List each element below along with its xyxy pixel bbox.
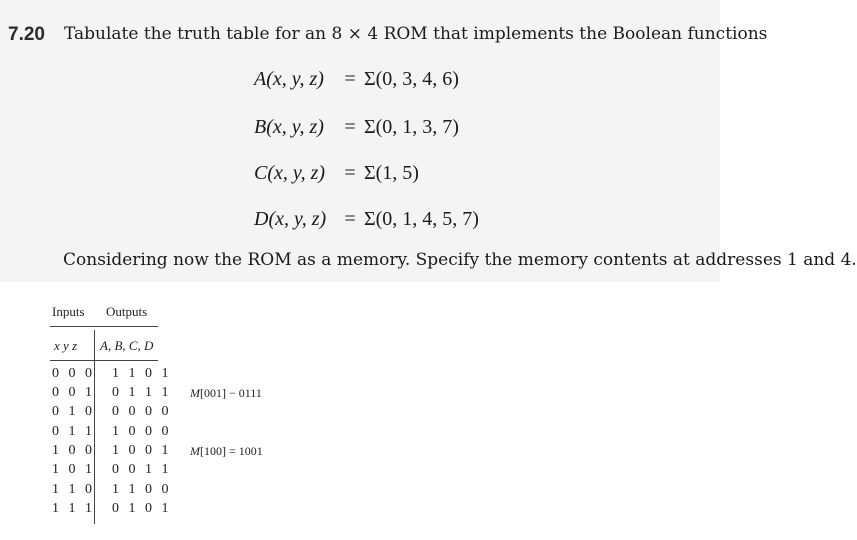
output-cell: 1 0 0 0 (112, 424, 172, 439)
equation-rhs: Σ(0, 1, 3, 7) (364, 116, 459, 138)
equation-b (254, 116, 459, 139)
equation-rhs: Σ(1, 5) (364, 162, 419, 184)
input-cell: 0 0 1 (52, 385, 95, 400)
subheader-rule (50, 360, 158, 361)
input-cell: 0 1 1 (52, 424, 95, 439)
input-cell: 1 0 1 (52, 462, 95, 477)
output-cell: 0 1 0 1 (112, 501, 172, 516)
equation-d (254, 208, 479, 231)
input-cell: 1 0 0 (52, 443, 95, 458)
memory-address: [001] (200, 386, 226, 400)
output-cell: 1 1 0 0 (112, 482, 172, 497)
input-cell: 0 1 0 (52, 404, 95, 419)
memory-sign: − (229, 386, 236, 400)
equation-sign: = (344, 208, 356, 230)
memory-label: M (190, 444, 200, 458)
output-cell: 1 0 0 1 (112, 443, 172, 458)
header-rule (50, 326, 158, 327)
problem-number: 7.20 (8, 24, 45, 45)
equation-rhs: Σ(0, 1, 4, 5, 7) (364, 208, 479, 230)
problem-statement: Tabulate the truth table for an 8 × 4 ROM that implements the Boolean functions (64, 24, 768, 44)
input-cell: 0 0 0 (52, 366, 95, 381)
output-cell: 0 0 1 1 (112, 462, 172, 477)
equation-lhs: C(x, y, z) (254, 162, 326, 184)
subheader-outputs: A, B, C, D (100, 338, 154, 353)
memory-value: 0111 (238, 386, 262, 400)
memory-note-address-4 (190, 444, 263, 459)
equation-lhs: D(x, y, z) (254, 208, 327, 230)
header-inputs: Inputs (52, 304, 85, 319)
output-cell: 0 1 1 1 (112, 385, 172, 400)
memory-note-address-1 (190, 386, 262, 401)
equation-sign: = (344, 116, 356, 138)
equation-sign: = (344, 162, 356, 184)
equation-lhs: B(x, y, z) (254, 116, 324, 138)
input-cell: 1 1 0 (52, 482, 95, 497)
equation-a (254, 68, 459, 91)
memory-sign: = (229, 444, 236, 458)
output-cell: 0 0 0 0 (112, 404, 172, 419)
equation-lhs: A(x, y, z) (254, 68, 324, 90)
header-outputs: Outputs (106, 304, 148, 319)
memory-label: M (190, 386, 200, 400)
equation-sign: = (344, 68, 356, 90)
equation-c (254, 162, 419, 185)
memory-question: Considering now the ROM as a memory. Specify the memory contents at addresses 1 and 4. (63, 250, 857, 270)
memory-value: 1001 (238, 444, 263, 458)
input-cell: 1 1 1 (52, 501, 95, 516)
output-cell: 1 1 0 1 (112, 366, 172, 381)
equation-rhs: Σ(0, 3, 4, 6) (364, 68, 459, 90)
memory-address: [100] (200, 444, 226, 458)
subheader-inputs: x y z (54, 338, 78, 353)
